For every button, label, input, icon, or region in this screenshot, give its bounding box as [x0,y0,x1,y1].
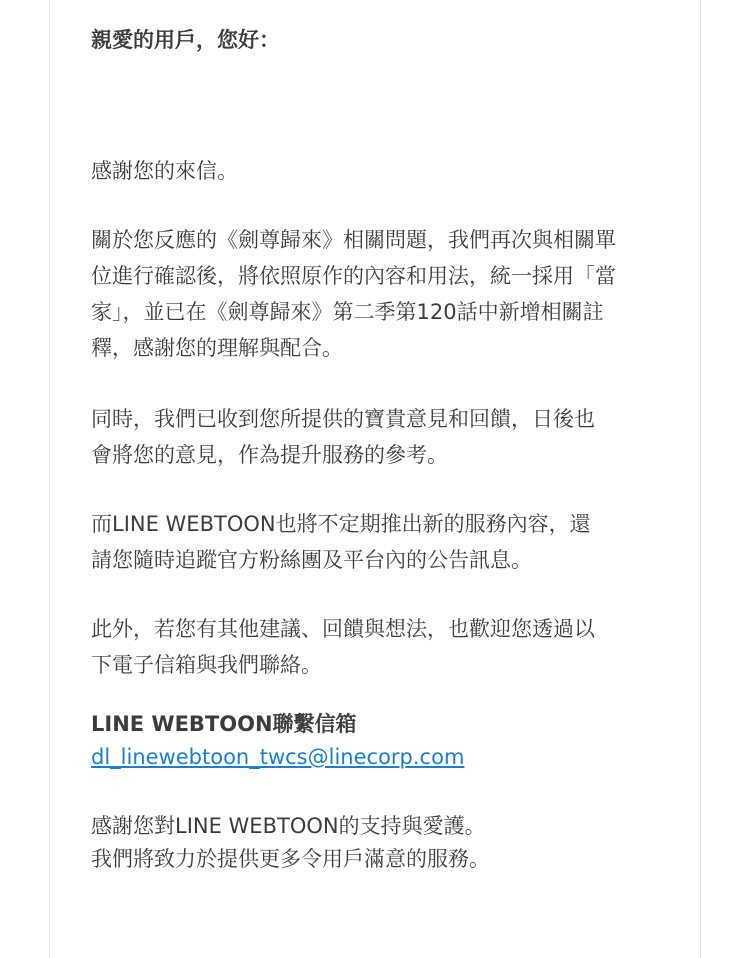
text-line: 位進行確認後，將依照原作的內容和用法，統一採用「當 [91,264,616,288]
paragraph-closing [91,810,651,876]
text-line: 釋，感謝您的理解與配合。 [91,336,343,360]
text-line: 而LINE WEBTOON也將不定期推出新的服務內容，還 [91,512,591,536]
paragraph-feedback [91,401,651,473]
contact-block [91,708,464,774]
email-card [49,0,701,958]
text-line: 會將您的意見，作為提升服務的參考。 [91,443,448,467]
text-line: 關於您反應的《劍尊歸來》相關問題，我們再次與相關單 [91,228,616,252]
text-line: 同時，我們已收到您所提供的寶貴意見和回饋，日後也 [91,407,595,431]
text-line: 我們將致力於提供更多令用戶滿意的服務。 [91,847,490,871]
text-line: 請您隨時追蹤官方粉絲團及平台內的公告訊息。 [91,548,532,572]
text-line: 下電子信箱與我們聯絡。 [91,653,322,677]
paragraph-contact-info [91,611,651,683]
text-line: 家」，並已在《劍尊歸來》第二季第120話中新增相關註 [91,300,604,324]
text-line: 感謝您對LINE WEBTOON的支持與愛護。 [91,814,486,838]
paragraph-about-issue [91,222,651,366]
contact-title: LINE WEBTOON聯繫信箱 [91,712,357,736]
greeting-heading: 親愛的用戶，您好： [91,28,280,52]
text-line: 此外，若您有其他建議、回饋與想法，也歡迎您透過以 [91,617,595,641]
text-line: 感謝您的來信。 [91,159,238,183]
paragraph-news [91,506,651,578]
paragraph-thanks [91,153,651,189]
contact-email-link[interactable]: dl_linewebtoon_twcs@linecorp.com [91,745,465,769]
